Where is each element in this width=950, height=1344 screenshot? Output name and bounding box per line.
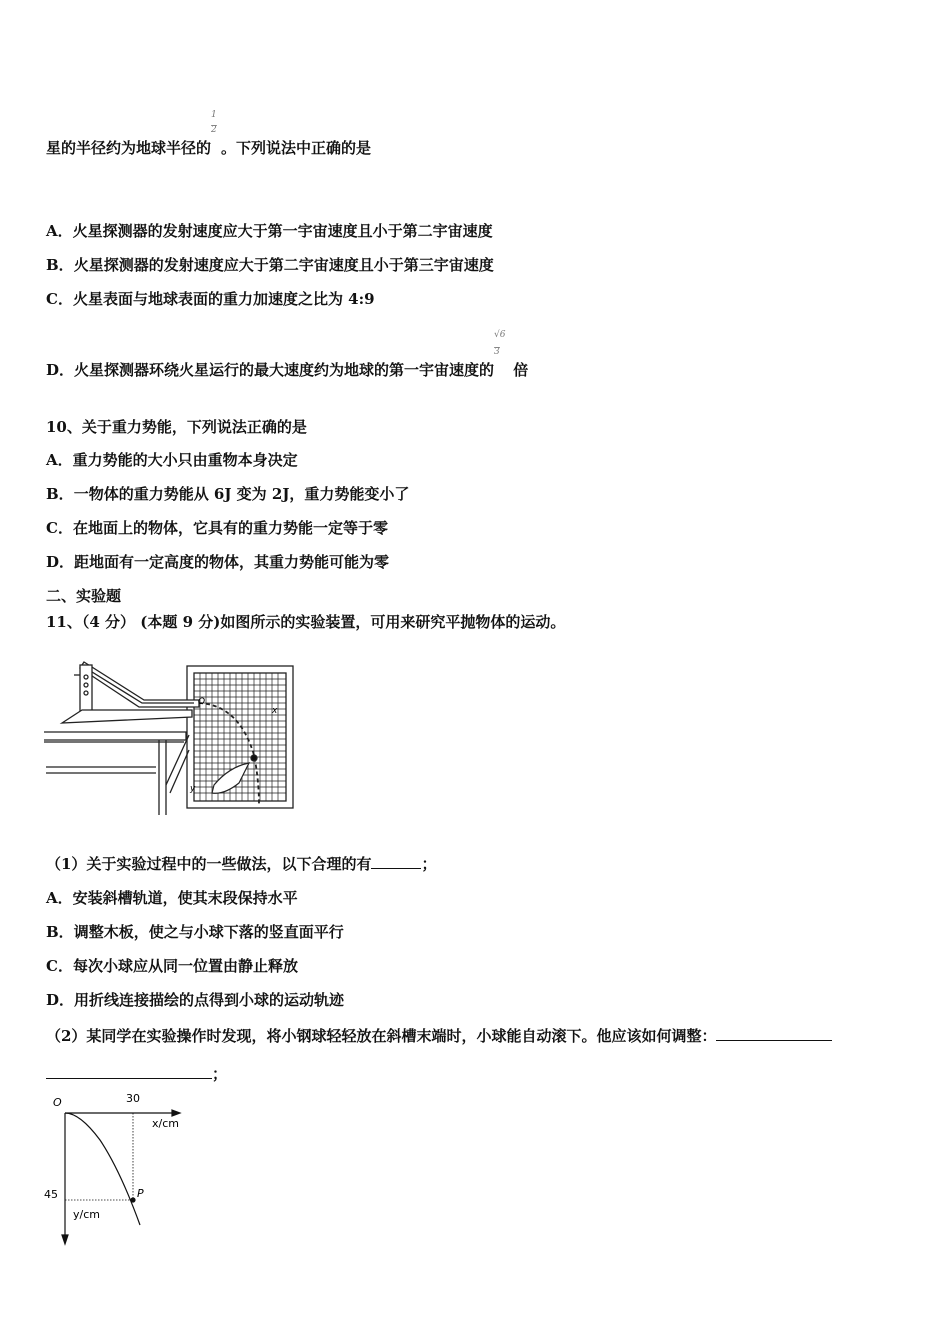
text: x/cm	[152, 1117, 179, 1130]
answer-blank[interactable]	[46, 1064, 212, 1079]
text: D．	[46, 553, 75, 571]
text: 火星探测器的发射速度应大于第一宇宙速度且小于第二宇宙速度	[72, 222, 493, 240]
text: C．	[46, 290, 73, 308]
text: ；	[421, 855, 437, 873]
q10-option-a	[46, 450, 298, 470]
text: D．	[46, 361, 75, 379]
fraction-half	[211, 110, 221, 153]
text: 距地面有一定高度的物体，其重力势能可能为零	[74, 553, 390, 571]
text: 重力势能的大小只由重物本身决定	[72, 451, 298, 469]
text: O	[198, 697, 206, 707]
text: D．	[46, 991, 75, 1009]
frac-num: 1	[211, 110, 217, 120]
text: A．	[46, 451, 73, 469]
q11-part2-cont	[46, 1064, 227, 1084]
text: 30	[126, 1092, 140, 1105]
q11-option-b	[46, 922, 344, 942]
text: ；	[212, 1065, 228, 1083]
text: 一物体的重力势能从 6J 变为 2J，重力势能变小了	[73, 485, 410, 503]
text: y	[190, 784, 196, 794]
text: B．	[46, 485, 74, 503]
q11-option-c	[46, 956, 298, 976]
trajectory-graph	[40, 1090, 200, 1250]
text: 每次小球应从同一位置由静止释放	[72, 957, 298, 975]
point-p	[131, 1198, 135, 1202]
text: y/cm	[73, 1208, 100, 1221]
answer-blank[interactable]	[716, 1026, 832, 1041]
q11-part2	[46, 1026, 832, 1046]
q10-stem: 10、关于重力势能，下列说法正确的是	[46, 418, 307, 436]
text: C．	[46, 957, 73, 975]
q11-option-d	[46, 990, 344, 1010]
q10-option-c	[46, 518, 388, 538]
text: B．	[46, 256, 74, 274]
fraction-sqrt6-3	[494, 330, 508, 375]
q10-option-b	[46, 484, 409, 504]
answer-blank[interactable]	[371, 854, 421, 869]
q11-option-a	[46, 888, 298, 908]
text: O	[53, 1096, 62, 1109]
text: A．	[46, 222, 73, 240]
text: 45	[44, 1188, 58, 1201]
q9-option-c	[46, 289, 375, 309]
q9-stem-tail: 。下列说法中正确的是	[221, 139, 372, 157]
q11-stem: 11、（4 分） (本题 9 分)如图所示的实验装置，可用来研究平抛物体的运动。	[46, 613, 566, 631]
text: 火星探测器的发射速度应大于第二宇宙速度且小于第三宇宙速度	[73, 256, 494, 274]
q9-option-d	[46, 330, 529, 380]
text: 3	[494, 347, 500, 357]
text: P	[137, 1187, 144, 1200]
q11-part1	[46, 854, 436, 874]
section-heading: 二、实验题	[46, 587, 122, 605]
text: 用折线连接描绘的点得到小球的运动轨迹	[74, 991, 345, 1009]
apparatus-figure	[44, 655, 296, 817]
text: 倍	[508, 361, 529, 379]
text: x	[272, 706, 278, 716]
text: √6	[494, 330, 506, 340]
text: 在地面上的物体，它具有的重力势能一定等于零	[72, 519, 388, 537]
text: 火星表面与地球表面的重力加速度之比为 4:9	[72, 290, 375, 308]
q9-stem	[46, 110, 372, 158]
q9-stem-text: 星的半径约为地球半径的	[46, 139, 212, 157]
frac-den: 2	[211, 125, 217, 135]
text: 火星探测器环绕火星运行的最大速度约为地球的第一宇宙速度的	[74, 361, 495, 379]
q10-option-d	[46, 552, 389, 572]
q9-option-a	[46, 221, 493, 241]
text: B．	[46, 923, 74, 941]
text: C．	[46, 519, 73, 537]
text: A．	[46, 889, 73, 907]
text: 安装斜槽轨道，使其末段保持水平	[72, 889, 298, 907]
text: （1）关于实验过程中的一些做法，以下合理的有	[46, 855, 372, 873]
text: （2）某同学在实验操作时发现，将小钢球轻轻放在斜槽末端时，小球能自动滚下。他应该如何调整：	[46, 1027, 717, 1045]
text: 调整木板，使之与小球下落的竖直面平行	[73, 923, 344, 941]
q9-option-b	[46, 255, 494, 275]
